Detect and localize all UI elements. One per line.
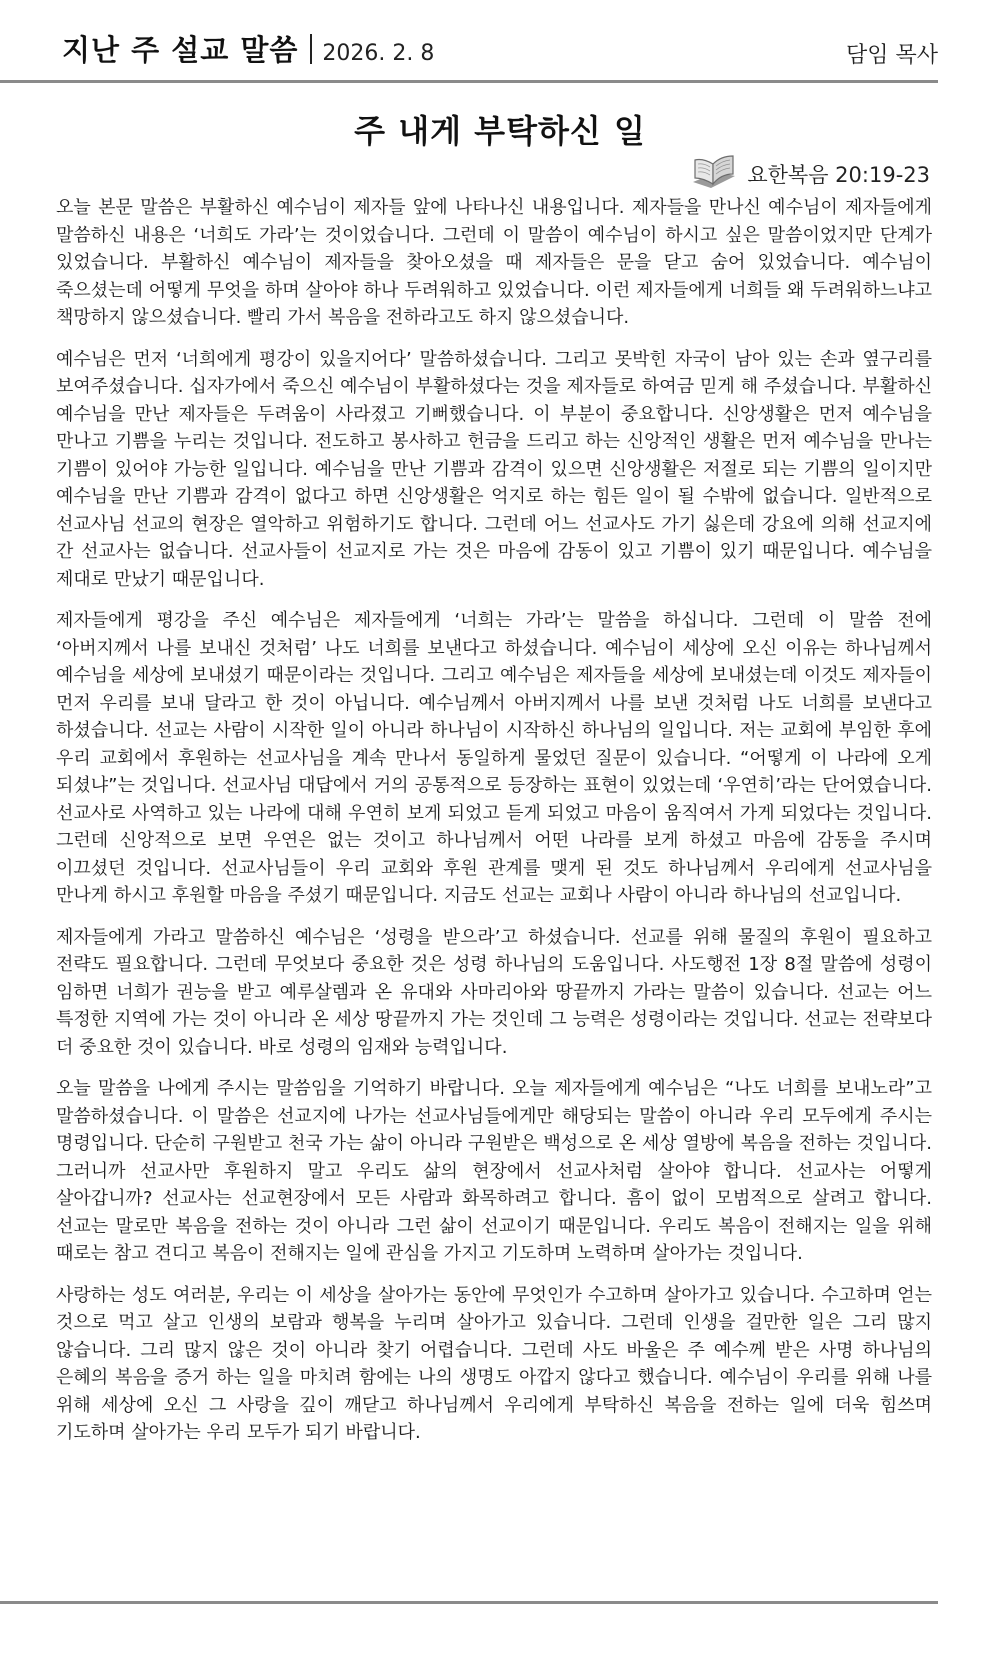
footer-divider: [0, 1601, 938, 1604]
sermon-date: 2026. 2. 8: [322, 41, 435, 66]
sermon-paragraph: 오늘 말씀을 나에게 주시는 말씀임을 기억하기 바랍니다. 오늘 제자들에게 예수님은 “나도 너희를 보내노라”고 말씀하셨습니다. 이 말씀은 선교지에 나가는 선교사님들에게만 해당되는 말씀이 아니라 우리 모두에게 주시는 명령입니다. 단순히 구원받고 천국 가는 삶이 아니라 구원받은 백성으로 온 세상 열방에 복음을 전하는 것입니다. 그러니까 선교사만 후원하지 말고 우리도 삶의 현장에서 선교사처럼 살아야 합니다. 선교사는 어떻게 살아갑니까? 선교사는 선교현장에서 모든 사람과 화목하려고 합니다. 흠이 없이 모범적으로 살려고 합니다. 선교는 말로만 복음을 전하는 것이 아니라 그런 삶이 선교이기 때문입니다. 우리도 복음이 전해지는 일을 위해 때로는 참고 견디고 복음이 전해지는 일에 관심을 가지고 기도하며 노력하며 살아가는 것입니다.: [56, 1078, 932, 1264]
section-title: 지난 주 설교 말씀: [62, 33, 299, 67]
sermon-paragraph: 제자들에게 평강을 주신 예수님은 제자들에게 ‘너희는 가라’는 말씀을 하십니다. 그런데 이 말씀 전에 ‘아버지께서 나를 보내신 것처럼’ 나도 너희를 보낸다고 하셨습니다. 예수님이 세상에 오신 이유는 하나님께서 예수님을 세상에 보내셨기 때문이라는 것입니다. 그리고 예수님은 제자들을 세상에 보내셨는데 이것도 제자들이 먼저 우리를 보내 달라고 한 것이 아닙니다. 예수님께서 아버지께서 나를 보낸 것처럼 나도 너희를 보낸다고 하셨습니다. 선교는 사람이 시작한 일이 아니라 하나님이 시작하신 하나님의 일입니다. 저는 교회에 부임한 후에 우리 교회에서 후원하는 선교사님을 계속 만나서 동일하게 물었던 질문이 있습니다. “어떻게 이 나라에 오게 되셨냐”는 것입니다. 선교사님 대답에서 거의 공통적으로 등장하는 표현이 있었는데 ‘우연히’라는 단어였습니다. 선교사로 사역하고 있는 나라에 대해 우연히 보게 되었고 듣게 되었고 마음이 움직여서 가게 되었다는 것입니다. 그런데 신앙적으로 보면 우연은 없는 것이고 하나님께서 어떤 나라를 보게 하셨고 마음에 감동을 주시며 이끄셨던 것입니다. 선교사님들이 우리 교회와 후원 관계를 맺게 된 것도 하나님께서 우리에게 선교사님을 만나게 하시고 후원할 마음을 주셨기 때문입니다. 지금도 선교는 교회나 사람이 아니라 하나님의 선교입니다.: [56, 610, 932, 906]
sermon-paragraph: 예수님은 먼저 ‘너희에게 평강이 있을지어다’ 말씀하셨습니다. 그리고 못박힌 자국이 남아 있는 손과 옆구리를 보여주셨습니다. 십자가에서 죽으신 예수님이 부활하셨다는 것을 제자들로 하여금 믿게 해 주셨습니다. 부활하신 예수님을 만난 제자들은 두려움이 사라졌고 기뻐했습니다. 이 부분이 중요합니다. 신앙생활은 먼저 예수님을 만나고 기쁨을 누리는 것입니다. 전도하고 봉사하고 헌금을 드리고 하는 신앙적인 생활은 먼저 예수님을 만나는 기쁨이 있어야 가능한 일입니다. 예수님을 만난 기쁨과 감격이 있으면 신앙생활은 저절로 되는 기쁨의 일이지만 예수님을 만난 기쁨과 감격이 없다고 하면 신앙생활은 억지로 하는 힘든 일이 될 수밖에 없습니다. 일반적으로 선교사님 선교의 현장은 열악하고 위험하기도 합니다. 그런데 어느 선교사도 가기 싫은데 강요에 의해 선교지에 간 선교사는 없습니다. 선교사들이 선교지로 가는 것은 마음에 감동이 있고 기쁨이 있기 때문입니다. 예수님을 제대로 만났기 때문입니다.: [56, 348, 932, 590]
sermon-title: 주 내게 부탁하신 일: [354, 112, 646, 150]
sermon-paragraph: 사랑하는 성도 여러분, 우리는 이 세상을 살아가는 동안에 무엇인가 수고하며 살아가고 있습니다. 수고하며 얻는 것으로 먹고 살고 인생의 보람과 행복을 누리며 살아가고 있습니다. 그런데 인생을 걸만한 일은 그리 많지 않습니다. 그리 많지 않은 것이 아니라 찾기 어렵습니다. 그런데 사도 바울은 주 예수께 받은 사명 하나님의 은혜의 복음을 증거 하는 일을 마치려 함에는 나의 생명도 아깝지 않다고 했습니다. 예수님이 우리를 위해 나를 위해 세상에 오신 그 사랑을 깊이 깨닫고 하나님께서 우리에게 부탁하신 복음을 전하는 일에 더욱 힘쓰며 기도하며 살아가는 우리 모두가 되기 바랍니다.: [56, 1284, 932, 1443]
page-header: [0, 0, 1000, 84]
sermon-paragraph: 오늘 본문 말씀은 부활하신 예수님이 제자들 앞에 나타나신 내용입니다. 제자들을 만나신 예수님이 제자들에게 말씀하신 내용은 ‘너희도 가라’는 것이었습니다. 그런데 이 말씀이 예수님이 하시고 싶은 말씀이었지만 단계가 있었습니다. 부활하신 예수님이 제자들을 찾아오셨을 때 제자들은 문을 닫고 숨어 있었습니다. 예수님이 죽으셨는데 어떻게 무엇을 하며 살아야 하나 두려워하고 있었습니다. 이런 제자들에게 너희들 왜 두려워하느냐고 책망하지 않으셨습니다. 빨리 가서 복음을 전하라고도 하지 않으셨습니다.: [56, 197, 932, 328]
header-divider: [0, 80, 938, 83]
header-left: [62, 28, 434, 69]
sermon-paragraph: 제자들에게 가라고 말씀하신 예수님은 ‘성령을 받으라’고 하셨습니다. 선교를 위해 물질의 후원이 필요하고 전략도 필요합니다. 그런데 무엇보다 중요한 것은 성령 하나님의 도움입니다. 사도행전 1장 8절 말씀에 성령이 임하면 너희가 권능을 받고 예루살렘과 온 유대와 사마리아와 땅끝까지 가라는 말씀이 있습니다. 선교는 어느 특정한 지역에 가는 것이 아니라 온 세상 땅끝까지 가는 것인데 그 능력은 성령이라는 것입니다. 선교는 전략보다 더 중요한 것이 있습니다. 바로 성령의 임재와 능력입니다.: [56, 926, 932, 1058]
pastor-label: 담임 목사: [845, 43, 938, 68]
header-separator: [310, 34, 312, 64]
open-book-icon: [691, 152, 747, 196]
scripture-text: 요한복음 20:19-23: [747, 163, 930, 187]
scripture-reference: [691, 152, 930, 196]
sermon-body: [56, 194, 932, 1461]
